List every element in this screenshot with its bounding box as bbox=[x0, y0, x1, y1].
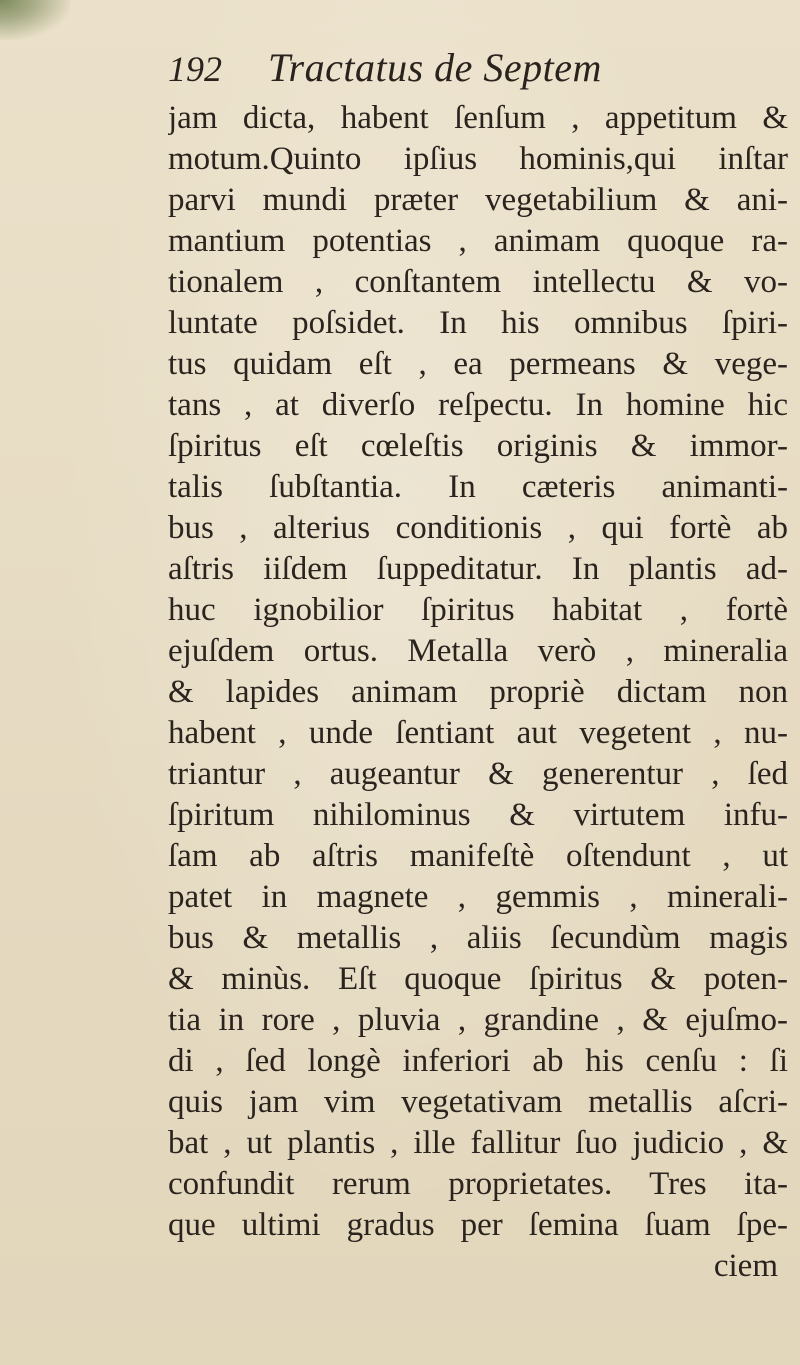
text-line: tionalem , conſtantem intellectu & vo- bbox=[168, 264, 788, 300]
text-line: parvi mundi præter vegetabilium & ani- bbox=[168, 182, 788, 218]
text-line: tus quidam eſt , ea permeans & vege- bbox=[168, 346, 788, 382]
text-line: bus & metallis , aliis ſecundùm magis bbox=[168, 920, 788, 956]
text-line: que ultimi gradus per ſemina ſuam ſpe- bbox=[168, 1207, 788, 1243]
text-line: motum.Quinto ipſius hominis,qui inſtar bbox=[168, 141, 788, 177]
text-line: & lapides animam propriè dictam non bbox=[168, 674, 788, 710]
text-line: ejuſdem ortus. Metalla verò , mineralia bbox=[168, 633, 788, 669]
text-line: triantur , augeantur & generentur , ſed bbox=[168, 756, 788, 792]
text-line: quis jam vim vegetativam metallis aſcri- bbox=[168, 1084, 788, 1120]
page-number: 192 bbox=[168, 49, 222, 89]
text-line: & minùs. Eſt quoque ſpiritus & poten- bbox=[168, 961, 788, 997]
text-line: di , ſed longè inferiori ab his cenſu : ſi bbox=[168, 1043, 788, 1079]
text-line: tia in rore , pluvia , grandine , & ejuſmo- bbox=[168, 1002, 788, 1038]
text-line: ſam ab aſtris manifeſtè oſtendunt , ut bbox=[168, 838, 788, 874]
text-line: talis ſubſtantia. In cæteris animanti- bbox=[168, 469, 788, 505]
text-line: tans , at diverſo reſpectu. In homine hic bbox=[168, 387, 788, 423]
text-line: huc ignobilior ſpiritus habitat , fortè bbox=[168, 592, 788, 628]
text-line: habent , unde ſentiant aut vegetent , nu- bbox=[168, 715, 788, 751]
catchword: ciem bbox=[713, 1248, 778, 1284]
running-head-title: Tractatus de Septem bbox=[268, 45, 602, 90]
text-line: bus , alterius conditionis , qui fortè ab bbox=[168, 510, 788, 546]
text-line: luntate poſsidet. In his omnibus ſpiri- bbox=[168, 305, 788, 341]
text-line: mantium potentias , animam quoque ra- bbox=[168, 223, 788, 259]
text-line: ſpiritum nihilominus & virtutem infu- bbox=[168, 797, 788, 833]
running-head bbox=[0, 42, 800, 92]
body-text bbox=[168, 98, 788, 1287]
text-line: jam dicta, habent ſenſum , appetitum & bbox=[168, 100, 788, 136]
text-line: bat , ut plantis , ille fallitur ſuo judicio , & bbox=[168, 1125, 788, 1161]
text-line: ſpiritus eſt cœleſtis originis & immor- bbox=[168, 428, 788, 464]
text-line: confundit rerum proprietates. Tres ita- bbox=[168, 1166, 788, 1202]
text-line: patet in magnete , gemmis , minerali- bbox=[168, 879, 788, 915]
text-line: aſtris iiſdem ſuppeditatur. In plantis ad- bbox=[168, 551, 788, 587]
